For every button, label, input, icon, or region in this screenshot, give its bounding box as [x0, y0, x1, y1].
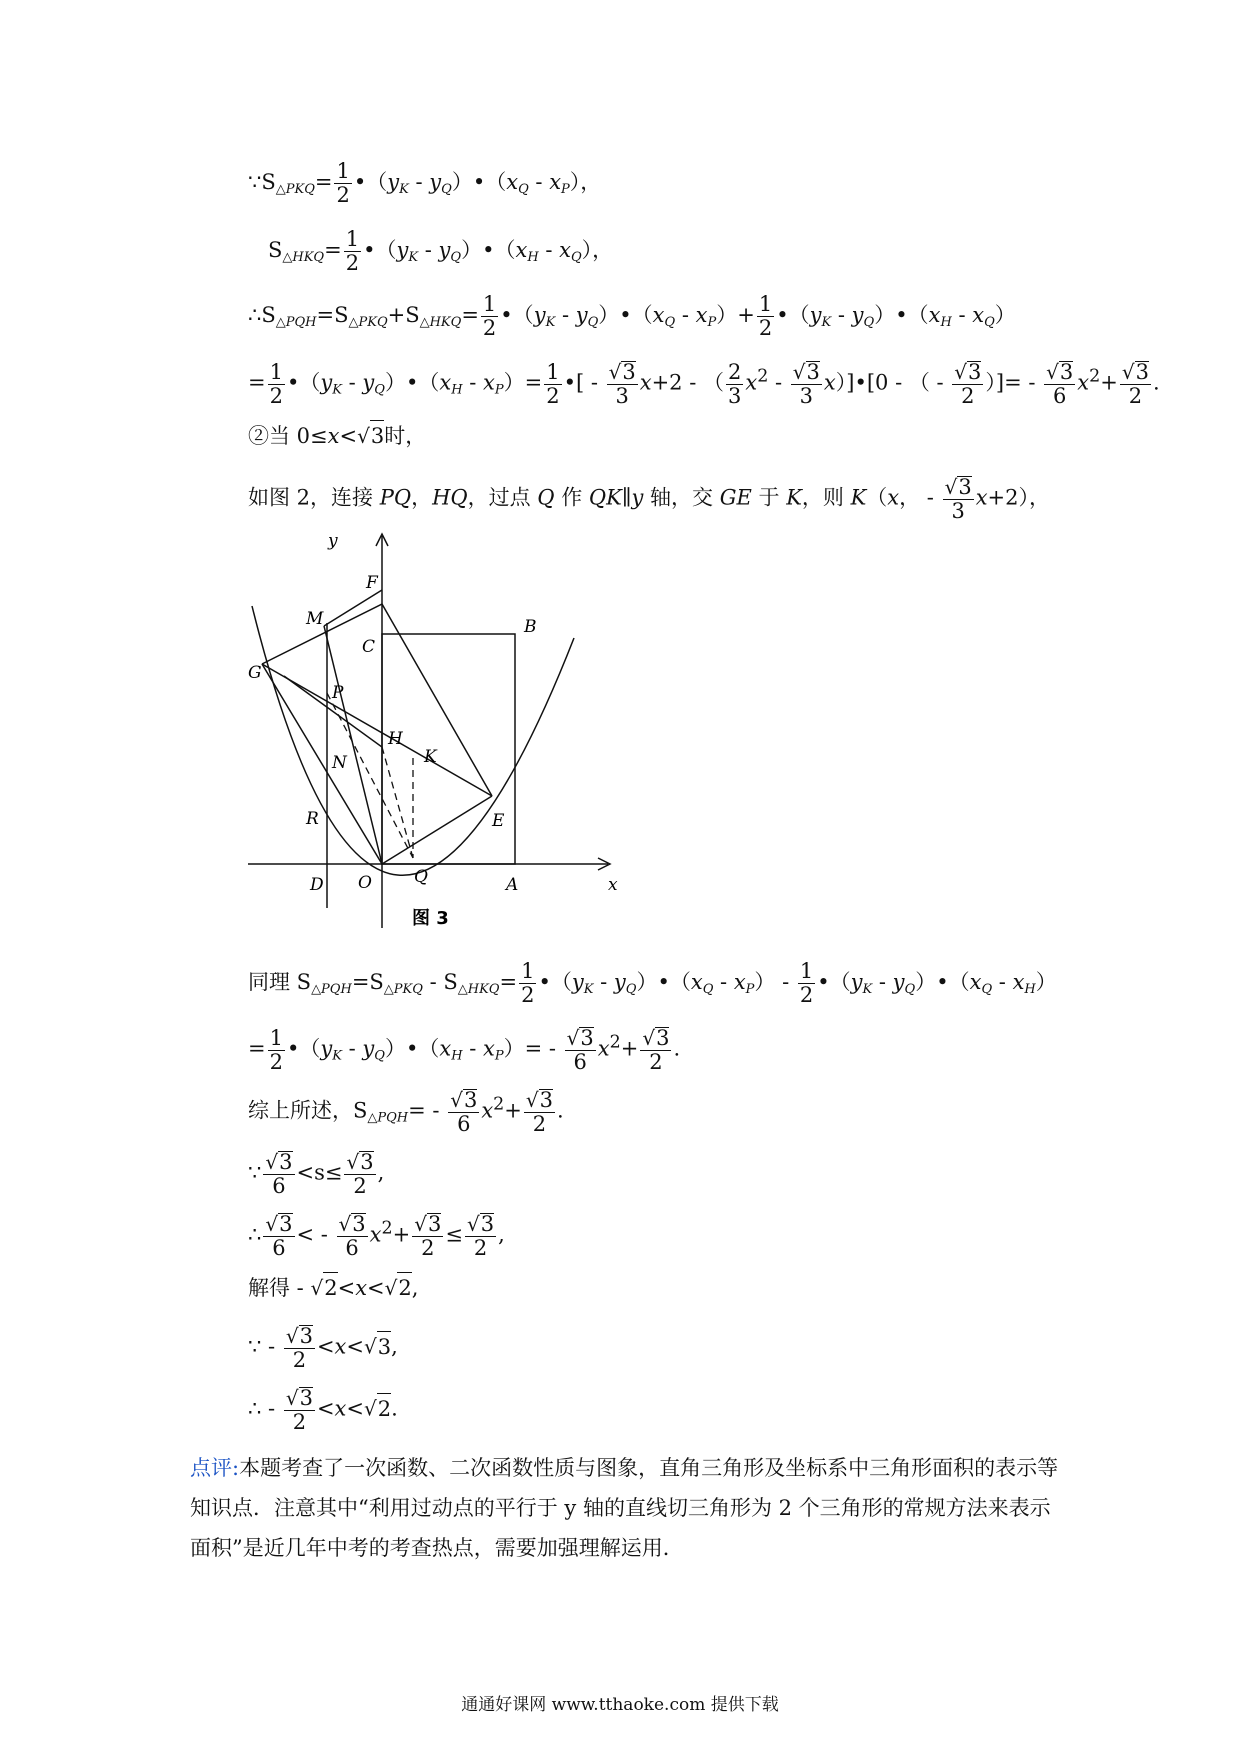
summary-line: 综上所述，$S_{\triangle PQH}=$ - $\frac{√3}{6}$ $x^2+$ $\frac{√3}{2}$ .	[248, 1088, 564, 1136]
label-c: C	[362, 637, 376, 657]
inequality-line: ∴ $\frac{√3}{6}$ < - $\frac{√3}{6}$ $x^2+$ $\frac{√3}{2}$ ≤ $\frac{√3}{2}$ ,	[248, 1212, 505, 1260]
same-line-2: = $\frac{1}{2}$ $•(y_K$ - $y_Q)•(x_H - x_P)=$ - $\frac{√3}{6}$ $x^2+$ $\frac{√3}{2}$ .	[248, 1025, 681, 1074]
comment-text: 本题考查了一次函数、二次函数性质与图象，直角三角形及坐标系中三角形面积的表示等知识点．注意其中“利用过动点的平行于 y 轴的直线切三角形为 2 个三角形的常规方法来表示面积”是近几年中考的考查热点，需要加强理解运用．	[190, 1456, 1059, 1560]
label-o: O	[358, 873, 372, 893]
formula-line-4: = $\frac{1}{2}$ $•(y_K$ - $y_Q)•(x_H - x_P)=$ $\frac{1}{2}$ •[ - $\frac{√3}{3}$ x+2 - （ $\frac{2}{3}$ $x^2$ - $\frac{√3}{3}$ x）]•[0 - （ - $\frac{√3}{2}$ ）]= - $\frac{√3}{6}$ $x^2+$ $\frac{√3}{2}$ .	[248, 359, 1160, 408]
label-r: R	[306, 809, 319, 829]
label-k: K	[424, 747, 437, 767]
label-g: G	[248, 663, 262, 683]
comment-label: 点评:	[190, 1456, 240, 1480]
formula-line-2: $S_{\triangle HKQ}=$ $\frac{1}{2}$ $•(y_K$ - $y_Q)•(x_H - x_Q)$，	[268, 227, 614, 275]
label-x: x	[608, 875, 618, 895]
segment-ge	[262, 664, 492, 796]
label-q: Q	[414, 867, 428, 887]
label-n: N	[332, 753, 347, 773]
link-line: 如图 2，连接 PQ，HQ，过点 Q 作 QK∥y 轴，交 GE 于 K，则 K（x， - $\frac{√3}{3}$ x+2），	[248, 475, 1051, 523]
condition-line: ∵ $\frac{√3}{6}$ <s≤ $\frac{√3}{2}$ ,	[248, 1150, 385, 1198]
case-2-line: ②当 0≤x<√3时，	[248, 420, 426, 451]
label-y: y	[328, 531, 338, 551]
label-a: A	[506, 875, 519, 895]
segment-fe	[382, 604, 492, 796]
label-b: B	[524, 617, 537, 637]
figure-caption: 图 3	[412, 908, 449, 929]
range-line: ∵ - $\frac{√3}{2}$ <x<√3,	[248, 1324, 398, 1372]
formula-line-1: $\because S_{\triangle PKQ}=$ $\frac{1}{2}$ $•(y_K$ - $y_Q)•(x_Q - x_P)$，	[248, 159, 602, 207]
footer: 通通好课网 www.tthaoke.com 提供下载	[461, 1695, 779, 1715]
solve-line: 解得 - √2<x<√2,	[248, 1272, 418, 1303]
label-f: F	[366, 573, 378, 593]
segment-go	[262, 664, 382, 864]
geometry-figure	[248, 528, 628, 938]
dashed-hq	[382, 747, 413, 858]
label-m: M	[306, 609, 324, 629]
same-line-1: 同理 $S_{\triangle PQH}=S_{\triangle PKQ} - S_{\triangle HKQ}=$ $\frac{1}{2}$ $•(y_K$ - $y_Q)•(x_Q - x_P)$ - $\frac{1}{2}$ $•(y_K$ - $y_Q)•(x_Q - x_H)$	[248, 959, 1057, 1007]
segment-om	[324, 626, 382, 864]
comment-block	[190, 1448, 1070, 1568]
label-e: E	[492, 811, 505, 831]
label-d: D	[310, 875, 324, 895]
formula-line-3: $\therefore S_{\triangle PQH}=S_{\triangle PKQ}+S_{\triangle HKQ}=$ $\frac{1}{2}$ $•(y_K$ - $y_Q)•(x_Q - x_P)+$ $\frac{1}{2}$ $•(y_K$ - $y_Q)•(x_H - x_Q)$	[248, 292, 1016, 340]
label-p: P	[332, 683, 344, 703]
label-h: H	[388, 729, 403, 749]
result-line: ∴ - $\frac{√3}{2}$ <x<√2.	[248, 1386, 398, 1434]
